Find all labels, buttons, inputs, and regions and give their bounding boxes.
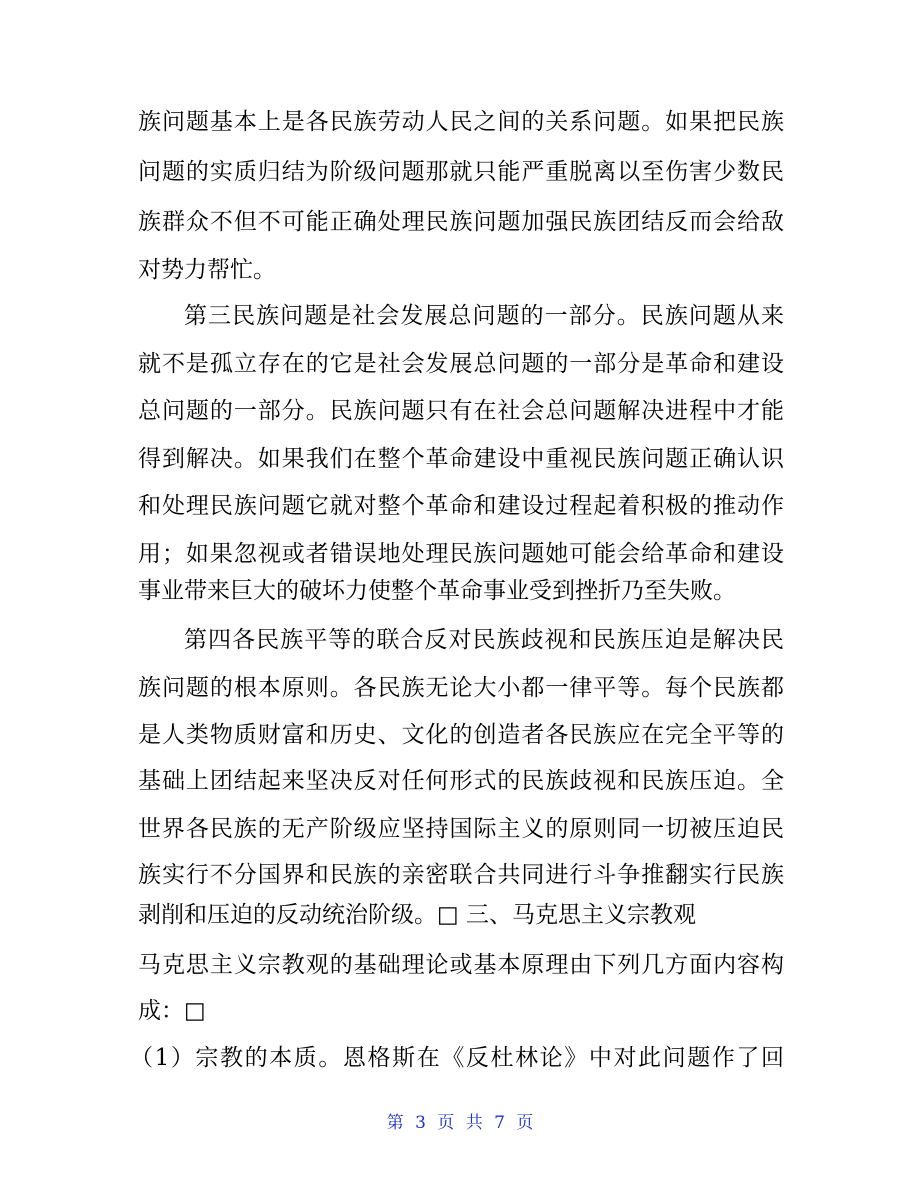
text-line: 基础上团结起来坚决反对任何形式的民族歧视和民族压迫。全: [138, 768, 784, 794]
text-line: 世界各民族的无产阶级应坚持国际主义的原则同一切被压迫民: [138, 816, 784, 842]
text-line: 用；如果忽视或者错误地处理民族问题她可能会给革命和建设: [138, 541, 784, 567]
text-line: 和处理民族问题它就对整个革命和建设过程起着积极的推动作: [138, 493, 784, 519]
text-line: 第三民族问题是社会发展总问题的一部分。民族问题从来: [184, 303, 784, 329]
text-line: 族群众不但不可能正确处理民族问题加强民族团结反而会给敌: [138, 209, 784, 235]
text-line: 问题的实质归结为阶级问题那就只能严重脱离以至伤害少数民: [138, 159, 784, 185]
text-line: （1）宗教的本质。恩格斯在《反杜林论》中对此问题作了回: [130, 1045, 784, 1071]
text-line: 族实行不分国界和民族的亲密联合共同进行斗争推翻实行民族: [138, 862, 784, 888]
text-line: 事业带来巨大的破坏力使整个革命事业受到挫折乃至失败。: [138, 578, 736, 604]
text-line: 对势力帮忙。: [138, 257, 276, 283]
text-line: 就不是孤立存在的它是社会发展总问题的一部分是革命和建设: [138, 351, 784, 377]
page-number-footer: 第 3 页 共 7 页: [386, 1113, 534, 1133]
text-line: 族问题基本上是各民族劳动人民之间的关系问题。如果把民族: [138, 109, 784, 135]
text-line: 得到解决。如果我们在整个革命建设中重视民族问题正确认识: [138, 446, 784, 472]
text-line: 总问题的一部分。民族问题只有在社会总问题解决进程中才能: [138, 398, 784, 424]
text-line: 第四各民族平等的联合反对民族歧视和民族压迫是解决民: [184, 627, 784, 653]
text-line: 成：□: [138, 998, 206, 1024]
text-line: 马克思主义宗教观的基础理论或基本原理由下列几方面内容构: [138, 952, 784, 978]
text-line: 族问题的根本原则。各民族无论大小都一律平等。每个民族都: [138, 675, 784, 701]
text-line: 是人类物质财富和历史、文化的创造者各民族应在完全平等的: [138, 722, 784, 748]
text-line: 剥削和压迫的反动统治阶级。□ 三、马克思主义宗教观: [138, 902, 697, 928]
